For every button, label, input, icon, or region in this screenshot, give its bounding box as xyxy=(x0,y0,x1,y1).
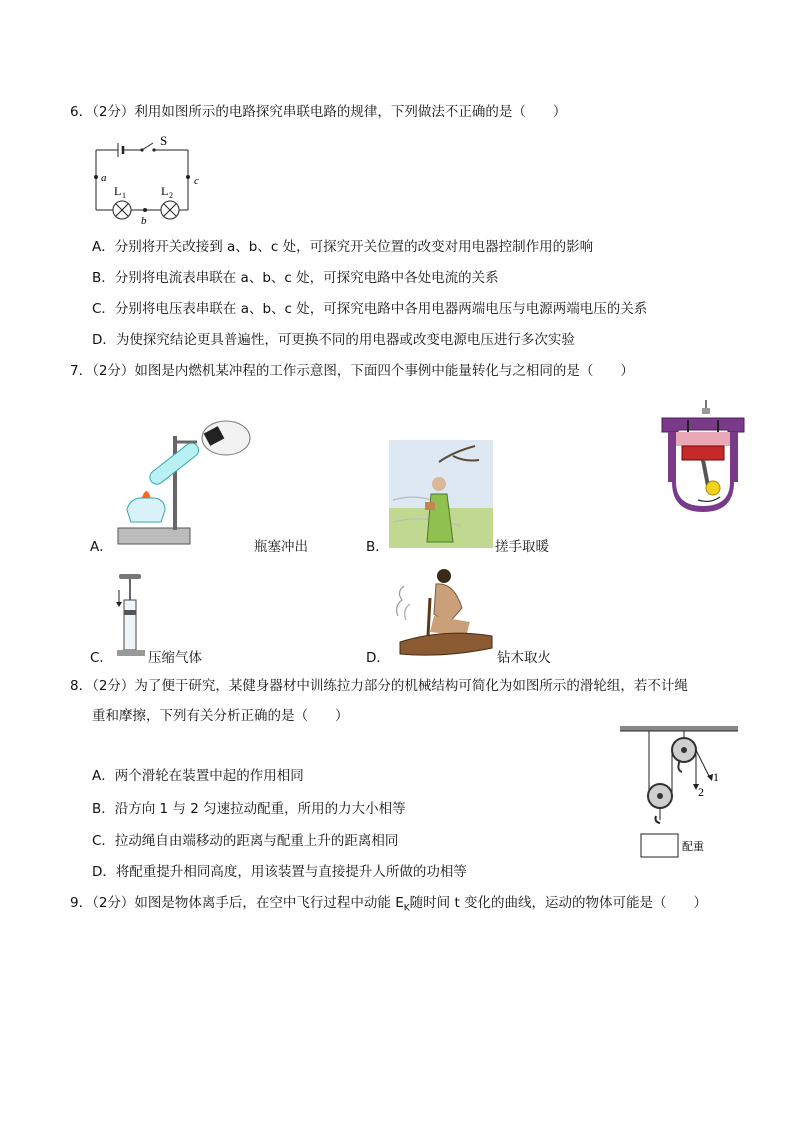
q6-circuit-diagram xyxy=(88,130,218,230)
q7-option-a-letter: A． xyxy=(90,539,113,555)
q7-option-b-caption: 搓手取暖 xyxy=(495,539,549,555)
switch-label: S xyxy=(160,133,168,148)
pull-direction-2-label: 2 xyxy=(698,785,704,799)
q9-stem-post: 随时间 t 变化的曲线，运动的物体可能是（ ） xyxy=(409,895,708,911)
option-c-figure xyxy=(115,572,147,664)
q9-stem xyxy=(70,894,707,918)
q7-option-b-letter: B． xyxy=(366,539,389,555)
q9-stem-pre: 9．（2分）如图是物体离手后，在空中飞行过程中动能 E xyxy=(70,895,404,911)
q9-stem-subscript: K xyxy=(403,903,410,914)
q8-option-b: B．沿方向 1 与 2 匀速拉动配重，所用的力大小相等 xyxy=(92,801,406,817)
q6-option-b: B．分别将电流表串联在 a、b、c 处，可探究电路中各处电流的关系 xyxy=(92,270,499,286)
engine-stroke-diagram xyxy=(658,400,748,524)
q7-option-c-letter: C． xyxy=(90,650,113,666)
option-d-figure xyxy=(392,566,496,666)
lamp-l1-label: L xyxy=(114,184,122,198)
q8-option-c: C．拉动绳自由端移动的距离与配重上升的距离相同 xyxy=(92,833,399,849)
lamp-l1-subscript: 1 xyxy=(122,191,126,200)
q7-option-d-letter: D． xyxy=(366,650,390,666)
q6-option-c: C．分别将电压表串联在 a、b、c 处，可探究电路中各用电器两端电压与电源两端电压的关系 xyxy=(92,301,648,317)
option-a-figure xyxy=(115,418,255,552)
q8-option-d: D．将配重提升相同高度，用该装置与直接提升人所做的功相等 xyxy=(92,864,467,880)
point-c-label: c xyxy=(194,175,199,187)
point-a-label: a xyxy=(101,172,107,184)
q7-option-c-caption: 压缩气体 xyxy=(148,650,202,666)
q8-stem-line1: 8．（2分）为了便于研究，某健身器材中训练拉力部分的机械结构可简化为如图所示的滑轮组，若不计绳 xyxy=(70,678,688,694)
q7-option-a-caption: 瓶塞冲出 xyxy=(254,539,308,555)
counterweight-label: 配重 xyxy=(682,841,704,853)
lamp-l2-subscript: 2 xyxy=(169,191,173,200)
pull-direction-1-label: 1 xyxy=(713,770,719,784)
pulley-system-diagram xyxy=(620,726,740,864)
q8-stem-line2: 重和摩擦，下列有关分析正确的是（ ） xyxy=(92,708,349,724)
lamp-l2-label: L xyxy=(161,184,169,198)
q7-option-d-caption: 钻木取火 xyxy=(497,650,551,666)
q7-stem: 7．（2分）如图是内燃机某冲程的工作示意图，下面四个事例中能量转化与之相同的是（ ） xyxy=(70,363,634,379)
point-b-label: b xyxy=(141,215,147,226)
q6-option-a: A．分别将开关改接到 a、b、c 处，可探究开关位置的改变对用电器控制作用的影响 xyxy=(92,239,594,255)
option-b-figure xyxy=(389,440,493,552)
q6-option-d: D．为使探究结论更具普遍性，可更换不同的用电器或改变电源电压进行多次实验 xyxy=(92,332,575,348)
q8-option-a: A．两个滑轮在装置中起的作用相同 xyxy=(92,768,304,784)
q6-stem: 6．（2分）利用如图所示的电路探究串联电路的规律，下列做法不正确的是（ ） xyxy=(70,104,567,120)
